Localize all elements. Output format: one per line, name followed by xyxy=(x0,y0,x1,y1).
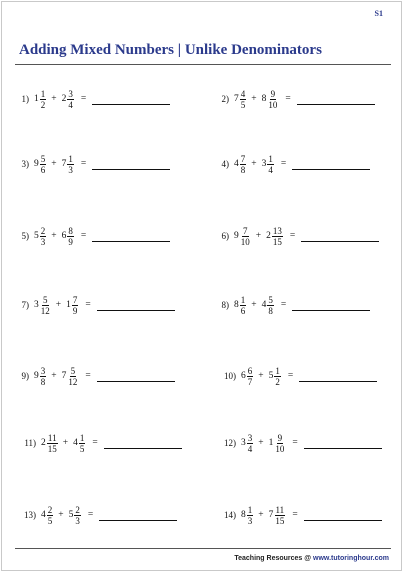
whole-part: 3 xyxy=(261,159,267,169)
mixed-number xyxy=(62,226,74,247)
mixed-number xyxy=(41,433,58,454)
footer-url[interactable]: www.tutoringhour.com xyxy=(313,555,389,562)
answer-blank[interactable] xyxy=(301,240,379,242)
denominator: 5 xyxy=(240,99,246,110)
mixed-number xyxy=(34,226,46,247)
mixed-number xyxy=(62,89,74,110)
fraction xyxy=(240,226,251,247)
equals-sign: = xyxy=(292,438,298,448)
denominator: 12 xyxy=(68,376,78,387)
answer-blank[interactable] xyxy=(304,447,382,449)
fraction xyxy=(267,295,274,316)
problem-item xyxy=(16,216,170,256)
plus-sign: + xyxy=(258,371,264,381)
numerator: 2 xyxy=(47,504,53,515)
mixed-number xyxy=(241,366,253,387)
problem-number: 9) xyxy=(21,371,29,381)
answer-blank[interactable] xyxy=(97,309,175,311)
equals-sign: = xyxy=(289,231,296,241)
numerator: 9 xyxy=(277,432,283,443)
mixed-number xyxy=(34,366,46,387)
mixed-number xyxy=(41,505,53,526)
numerator: 2 xyxy=(40,225,46,236)
fraction xyxy=(40,154,47,175)
mixed-number xyxy=(262,89,279,110)
whole-part: 8 xyxy=(261,94,267,104)
fraction xyxy=(40,226,47,247)
denominator: 7 xyxy=(247,376,253,387)
problem-number: 1) xyxy=(21,94,29,104)
whole-part: 7 xyxy=(61,159,67,169)
fraction xyxy=(40,366,47,387)
fraction xyxy=(267,154,274,175)
whole-part: 4 xyxy=(234,159,239,169)
numerator: 5 xyxy=(268,294,273,305)
mixed-number xyxy=(269,433,286,454)
whole-part: 9 xyxy=(234,231,239,241)
numerator: 1 xyxy=(40,88,46,99)
whole-part: 7 xyxy=(61,371,67,381)
answer-blank[interactable] xyxy=(97,380,175,382)
problem-number: 10) xyxy=(224,371,236,381)
mixed-number xyxy=(234,89,246,110)
denominator: 15 xyxy=(272,236,282,247)
numerator: 1 xyxy=(68,153,73,164)
mixed-number xyxy=(62,366,79,387)
denominator: 2 xyxy=(275,376,280,387)
whole-part: 2 xyxy=(266,231,271,241)
fraction xyxy=(240,295,247,316)
equals-sign: = xyxy=(92,438,98,448)
denominator: 8 xyxy=(40,376,46,387)
fraction xyxy=(40,89,47,110)
denominator: 3 xyxy=(75,515,80,526)
plus-sign: + xyxy=(255,231,262,241)
whole-part: 7 xyxy=(268,510,274,520)
answer-blank[interactable] xyxy=(304,519,382,521)
title-rule xyxy=(15,64,391,65)
whole-part: 6 xyxy=(61,231,67,241)
problem-number: 13) xyxy=(24,510,36,520)
problem-number: 2) xyxy=(221,94,229,104)
problem-item xyxy=(216,79,375,119)
numerator: 5 xyxy=(40,153,46,164)
whole-part: 9 xyxy=(34,371,39,381)
denominator: 8 xyxy=(268,305,273,316)
answer-blank[interactable] xyxy=(92,168,170,170)
equals-sign: = xyxy=(87,510,94,520)
whole-part: 4 xyxy=(261,300,267,310)
equals-sign: = xyxy=(280,300,287,310)
answer-blank[interactable] xyxy=(299,380,377,382)
whole-part: 5 xyxy=(68,510,74,520)
plus-sign: + xyxy=(55,300,62,310)
problem-item xyxy=(16,356,175,396)
numerator: 4 xyxy=(240,88,246,99)
fraction xyxy=(247,433,254,454)
whole-part: 5 xyxy=(268,371,274,381)
mixed-number xyxy=(66,295,78,316)
answer-blank[interactable] xyxy=(297,103,375,105)
equals-sign: = xyxy=(280,159,287,169)
plus-sign: + xyxy=(51,159,57,169)
fraction xyxy=(67,89,74,110)
fraction xyxy=(47,505,54,526)
denominator: 3 xyxy=(40,236,46,247)
mixed-number xyxy=(241,433,253,454)
fraction xyxy=(67,226,74,247)
denominator: 8 xyxy=(240,164,246,175)
problem-item xyxy=(216,285,370,325)
fraction xyxy=(274,366,281,387)
denominator: 9 xyxy=(68,236,73,247)
problem-number: 8) xyxy=(221,300,229,310)
answer-blank[interactable] xyxy=(99,519,177,521)
numerator: 1 xyxy=(240,294,246,305)
whole-part: 4 xyxy=(41,510,46,520)
numerator: 9 xyxy=(270,88,276,99)
answer-blank[interactable] xyxy=(292,168,370,170)
whole-part: 3 xyxy=(34,300,39,310)
fraction xyxy=(274,505,285,526)
numerator: 3 xyxy=(40,365,46,376)
numerator: 1 xyxy=(275,365,280,376)
plus-sign: + xyxy=(51,231,57,241)
whole-part: 1 xyxy=(34,94,39,104)
denominator: 5 xyxy=(47,515,53,526)
denominator: 3 xyxy=(68,164,73,175)
whole-part: 9 xyxy=(34,159,39,169)
plus-sign: + xyxy=(251,94,257,104)
numerator: 1 xyxy=(268,153,273,164)
fraction xyxy=(247,366,254,387)
denominator: 4 xyxy=(247,443,253,454)
plus-sign: + xyxy=(51,371,57,381)
denominator: 3 xyxy=(247,515,253,526)
plus-sign: + xyxy=(251,159,257,169)
problem-item xyxy=(16,79,170,119)
numerator: 13 xyxy=(272,225,282,236)
whole-part: 4 xyxy=(73,438,78,448)
denominator: 4 xyxy=(68,99,73,110)
footer-prefix: Teaching Resources @ xyxy=(234,555,314,562)
mixed-number xyxy=(62,154,74,175)
equals-sign: = xyxy=(85,371,91,381)
mixed-number xyxy=(34,295,51,316)
numerator: 3 xyxy=(68,88,73,99)
whole-part: 5 xyxy=(34,231,39,241)
equals-sign: = xyxy=(285,94,291,104)
fraction xyxy=(267,89,278,110)
answer-blank[interactable] xyxy=(92,103,170,105)
fraction xyxy=(67,154,74,175)
problem-item xyxy=(16,423,182,463)
numerator: 11 xyxy=(275,504,285,515)
numerator: 5 xyxy=(70,365,76,376)
problem-item xyxy=(216,423,382,463)
denominator: 15 xyxy=(275,515,285,526)
denominator: 10 xyxy=(240,236,250,247)
problem-number: 3) xyxy=(21,159,29,169)
mixed-number xyxy=(234,226,251,247)
numerator: 3 xyxy=(247,432,253,443)
whole-part: 1 xyxy=(66,300,71,310)
mixed-number xyxy=(241,505,253,526)
worksheet-title: Adding Mixed Numbers | Unlike Denominators xyxy=(19,42,322,58)
mixed-number xyxy=(269,505,286,526)
fraction xyxy=(67,366,78,387)
numerator: 8 xyxy=(68,225,73,236)
denominator: 2 xyxy=(40,99,46,110)
equals-sign: = xyxy=(80,94,87,104)
mixed-number xyxy=(69,505,81,526)
problem-item xyxy=(216,495,382,535)
problem-item xyxy=(16,495,177,535)
whole-part: 8 xyxy=(234,300,239,310)
denominator: 12 xyxy=(40,305,50,316)
equals-sign: = xyxy=(80,159,87,169)
fraction xyxy=(240,154,247,175)
problem-number: 4) xyxy=(221,159,229,169)
footer-rule xyxy=(15,548,391,549)
problem-item xyxy=(216,144,370,184)
denominator: 9 xyxy=(72,305,78,316)
problem-number: 7) xyxy=(21,300,29,310)
numerator: 11 xyxy=(47,432,57,443)
answer-blank[interactable] xyxy=(104,447,182,449)
plus-sign: + xyxy=(51,94,57,104)
whole-part: 2 xyxy=(61,94,67,104)
whole-part: 1 xyxy=(268,438,274,448)
problem-number: 14) xyxy=(224,510,236,520)
denominator: 10 xyxy=(268,99,278,110)
fraction xyxy=(272,226,283,247)
fraction xyxy=(274,433,285,454)
mixed-number xyxy=(262,295,274,316)
whole-part: 2 xyxy=(41,438,46,448)
denominator: 15 xyxy=(47,443,57,454)
fraction xyxy=(47,433,58,454)
problem-number: 5) xyxy=(21,231,29,241)
numerator: 7 xyxy=(72,294,78,305)
plus-sign: + xyxy=(251,300,257,310)
fraction xyxy=(40,295,51,316)
footer xyxy=(234,555,389,562)
problem-item xyxy=(16,285,175,325)
mixed-number xyxy=(73,433,85,454)
problem-item xyxy=(216,356,377,396)
plus-sign: + xyxy=(258,510,264,520)
whole-part: 3 xyxy=(241,438,246,448)
numerator: 1 xyxy=(79,432,85,443)
numerator: 6 xyxy=(247,365,253,376)
plus-sign: + xyxy=(258,438,264,448)
numerator: 5 xyxy=(43,294,48,305)
numerator: 7 xyxy=(240,153,246,164)
problem-item xyxy=(16,144,170,184)
worksheet-code: S1 xyxy=(374,9,383,18)
mixed-number xyxy=(34,89,46,110)
numerator: 1 xyxy=(247,504,253,515)
equals-sign: = xyxy=(85,300,91,310)
plus-sign: + xyxy=(58,510,64,520)
equals-sign: = xyxy=(292,510,298,520)
fraction xyxy=(79,433,86,454)
problem-number: 6) xyxy=(221,231,229,241)
denominator: 6 xyxy=(40,164,46,175)
denominator: 5 xyxy=(79,443,85,454)
denominator: 10 xyxy=(275,443,285,454)
mixed-number xyxy=(262,154,274,175)
denominator: 6 xyxy=(240,305,246,316)
whole-part: 8 xyxy=(241,510,246,520)
mixed-number xyxy=(234,154,246,175)
plus-sign: + xyxy=(62,438,69,448)
problem-item xyxy=(216,216,379,256)
fraction xyxy=(72,295,79,316)
answer-blank[interactable] xyxy=(292,309,370,311)
fraction xyxy=(240,89,247,110)
problem-number: 12) xyxy=(224,438,236,448)
numerator: 7 xyxy=(243,225,248,236)
equals-sign: = xyxy=(80,231,87,241)
equals-sign: = xyxy=(287,371,294,381)
fraction xyxy=(247,505,254,526)
denominator: 4 xyxy=(268,164,273,175)
fraction xyxy=(74,505,81,526)
mixed-number xyxy=(269,366,281,387)
answer-blank[interactable] xyxy=(92,240,170,242)
whole-part: 7 xyxy=(234,94,239,104)
mixed-number xyxy=(34,154,46,175)
mixed-number xyxy=(234,295,246,316)
problem-number: 11) xyxy=(24,438,36,448)
whole-part: 6 xyxy=(241,371,246,381)
numerator: 2 xyxy=(75,504,80,515)
mixed-number xyxy=(266,226,283,247)
